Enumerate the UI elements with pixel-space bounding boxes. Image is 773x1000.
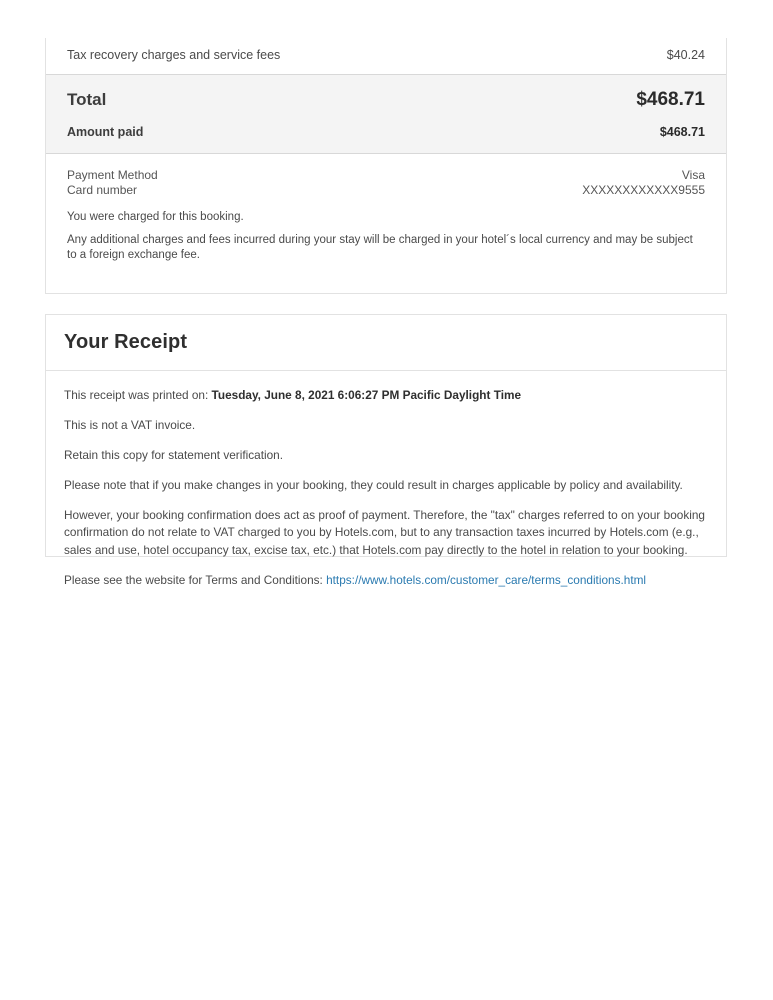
printed-on-date: Tuesday, June 8, 2021 6:06:27 PM Pacific Daylight Time bbox=[211, 388, 522, 402]
total-amount: $468.71 bbox=[636, 89, 705, 110]
payment-method-row bbox=[67, 168, 705, 182]
receipt-line-2: Retain this copy for statement verification. bbox=[64, 448, 283, 463]
total-block bbox=[46, 75, 726, 154]
terms-and-conditions-link[interactable]: https://www.hotels.com/customer_care/terms_conditions.html bbox=[326, 572, 647, 587]
card-number-row bbox=[67, 183, 705, 197]
charge-note-1: You were charged for this booking. bbox=[67, 211, 244, 223]
amount-paid-amount: $468.71 bbox=[659, 125, 705, 139]
charge-note-2: Any additional charges and fees incurred during your stay will be charged in your hotel´s local currency and may be subject to a foreign exchange fee. bbox=[67, 233, 693, 262]
terms-label: Please see the website for Terms and Conditions: bbox=[64, 572, 323, 587]
receipt-line-1: This is not a VAT invoice. bbox=[64, 418, 196, 433]
printed-on-label: This receipt was printed on: bbox=[64, 388, 209, 402]
total-row bbox=[67, 89, 705, 111]
terms-line bbox=[64, 572, 708, 589]
charge-notes bbox=[46, 204, 726, 278]
card-number-value: XXXXXXXXXXXX9555 bbox=[582, 183, 705, 197]
your-receipt-card bbox=[45, 314, 727, 587]
amount-paid-label: Amount paid bbox=[67, 125, 144, 139]
total-label: Total bbox=[67, 90, 107, 109]
tax-recovery-row bbox=[46, 38, 726, 75]
card-number-label: Card number bbox=[67, 183, 138, 197]
payment-method-value: Visa bbox=[681, 168, 705, 182]
tax-recovery-amount: $40.24 bbox=[666, 48, 705, 62]
receipt-line-3: Please note that if you make changes in your booking, they could result in charges applicable by policy and availability. bbox=[64, 478, 683, 493]
receipt-body bbox=[46, 371, 726, 605]
receipt-line-4: However, your booking confirmation does act as proof of payment. Therefore, the "tax" charges referred to on your booking confirmation do not relate to VAT charged to you by Hotels.com, but to any transaction taxes incurred by Hotels.com (e.g., sales and use, hotel occupancy tax, excise tax, etc.) that Hotels.com pay directly to the hotel in relation to your booking. bbox=[64, 508, 705, 557]
amount-paid-row bbox=[67, 125, 705, 139]
receipt-title: Your Receipt bbox=[64, 331, 188, 353]
charges-summary-card bbox=[45, 38, 727, 294]
tax-recovery-label: Tax recovery charges and service fees bbox=[67, 48, 281, 62]
payment-details bbox=[46, 154, 726, 204]
payment-method-label: Payment Method bbox=[67, 168, 158, 182]
printed-on-line bbox=[64, 387, 708, 404]
receipt-header bbox=[46, 315, 726, 371]
